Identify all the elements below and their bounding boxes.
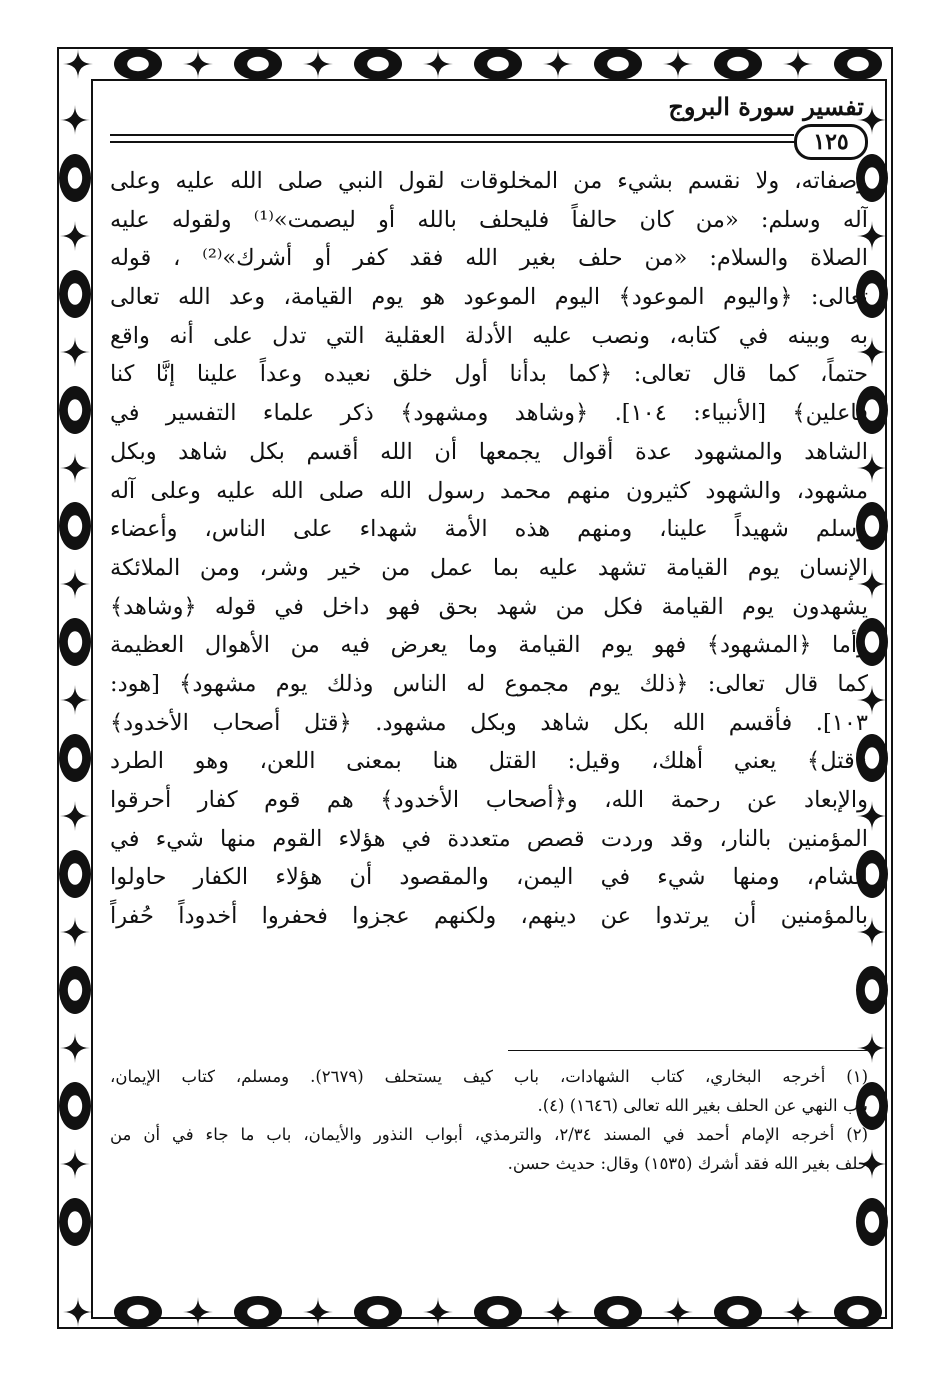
star-ornament-icon bbox=[60, 105, 90, 135]
body-line: الصلاة والسلام: «من حلف بغير الله فقد كفر أو أشرك»⁽²⁾ ، قوله bbox=[110, 245, 868, 272]
star-ornament-icon bbox=[63, 1297, 93, 1327]
star-ornament-icon bbox=[63, 49, 93, 79]
page-frame bbox=[96, 84, 882, 1314]
star-ornament-icon bbox=[543, 49, 573, 79]
lens-inner-icon bbox=[68, 399, 82, 421]
lens-inner-icon bbox=[68, 747, 82, 769]
lens-inner-icon bbox=[847, 57, 869, 71]
star-ornament-icon bbox=[303, 49, 333, 79]
footnote-line: (١) أخرجه البخاري، كتاب الشهادات، باب كيف يستحلف (٢٦٧٩). ومسلم، كتاب الإيمان، bbox=[110, 1067, 868, 1086]
star-ornament-icon bbox=[423, 49, 453, 79]
body-text bbox=[110, 162, 868, 936]
star-ornament-icon bbox=[60, 801, 90, 831]
star-ornament-icon bbox=[60, 337, 90, 367]
lens-inner-icon bbox=[68, 1211, 82, 1233]
body-line: المؤمنين بالنار، وقد وردت قصص متعددة في هؤلاء القوم منها شيء في bbox=[110, 825, 868, 852]
star-ornament-icon bbox=[60, 453, 90, 483]
body-line: وصفاته، ولا نقسم بشيء من المخلوقات لقول النبي صلى الله عليه وعلى bbox=[110, 168, 868, 194]
body-line: حتماً، كما قال تعالى: ﴿كما بدأنا أول خلق نعيده وعداً علينا إنَّا كنا bbox=[110, 361, 868, 388]
star-ornament-icon bbox=[60, 685, 90, 715]
footnote-separator bbox=[508, 1050, 868, 1051]
body-line: فاعلين﴾ [الأنبياء: ١٠٤]. ﴿وشاهد ومشهود﴾ ذكر علماء التفسير في bbox=[110, 400, 868, 427]
lens-inner-icon bbox=[68, 283, 82, 305]
star-ornament-icon bbox=[60, 1149, 90, 1179]
header-rule-lower bbox=[110, 141, 794, 143]
star-ornament-icon bbox=[183, 49, 213, 79]
lens-inner-icon bbox=[68, 979, 82, 1001]
body-line: وسلم شهيداً علينا، ومنهم هذه الأمة شهداء على الناس، وأعضاء bbox=[110, 516, 868, 543]
body-line: يشهدون يوم القيامة فكل من شهد بحق فهو داخل في قوله ﴿وشاهد﴾ bbox=[110, 593, 868, 620]
page-number-badge: ١٢٥ bbox=[794, 124, 868, 160]
body-line: والإبعاد عن رحمة الله، و﴿أصحاب الأخدود﴾ هم قوم كفار أحرقوا bbox=[110, 787, 868, 813]
star-ornament-icon bbox=[60, 917, 90, 947]
star-ornament-icon bbox=[60, 569, 90, 599]
star-ornament-icon bbox=[60, 221, 90, 251]
lens-inner-icon bbox=[247, 57, 269, 71]
page-header bbox=[110, 92, 868, 162]
lens-inner-icon bbox=[367, 57, 389, 71]
body-line: الشام، ومنها شيء في اليمن، والمقصود أن هؤلاء الكفار حاولوا bbox=[110, 864, 868, 891]
lens-inner-icon bbox=[127, 57, 149, 71]
body-line: ﴿قتل﴾ يعني أهلك، وقيل: القتل هنا بمعنى اللعن، وهو الطرد bbox=[110, 748, 868, 775]
body-line: به وبينه في كتابه، ونصب عليه الأدلة العقلية التي تدل على أنه واقع bbox=[110, 322, 868, 349]
header-rule-upper bbox=[110, 134, 794, 136]
footnote-line: (٢) أخرجه الإمام أحمد في المسند ٢/٣٤، والترمذي، أبواب النذور والأيمان، باب ما جاء في أن من bbox=[110, 1125, 868, 1144]
body-line: وأما ﴿المشهود﴾ فهو يوم القيامة وما يعرض فيه من الأهوال العظيمة bbox=[110, 632, 868, 659]
body-line: الإنسان يوم القيامة تشهد عليه بما عمل من خير وشر، ومن الملائكة bbox=[110, 554, 868, 581]
lens-inner-icon bbox=[727, 57, 749, 71]
body-line: مشهود، والشهود كثيرون منهم محمد رسول الله صلى الله عليه وعلى آله bbox=[110, 477, 868, 504]
body-line: بالمؤمنين أن يرتدوا عن دينهم، ولكنهم عجزوا فحفروا أخدوداً حُفراً bbox=[110, 903, 868, 930]
body-line: آله وسلم: «من كان حالفاً فليحلف بالله أو ليصمت»⁽¹⁾ ولقوله عليه bbox=[110, 206, 868, 233]
running-title: تفسير سورة البروج bbox=[668, 92, 864, 121]
body-line: كما قال تعالى: ﴿ذلك يوم مجموع له الناس وذلك يوم مشهود﴾ [هود: bbox=[110, 670, 868, 697]
body-line: الشاهد والمشهود عدة أقوال يجمعها أن الله أقسم بكل شاهد وبكل bbox=[110, 438, 868, 465]
lens-inner-icon bbox=[68, 167, 82, 189]
lens-inner-icon bbox=[68, 1095, 82, 1117]
lens-inner-icon bbox=[607, 57, 629, 71]
lens-inner-icon bbox=[68, 863, 82, 885]
star-ornament-icon bbox=[663, 49, 693, 79]
body-line: تعالى: ﴿واليوم الموعود﴾ اليوم الموعود هو يوم القيامة، وعد الله تعالى bbox=[110, 284, 868, 311]
lens-inner-icon bbox=[68, 631, 82, 653]
lens-inner-icon bbox=[487, 57, 509, 71]
star-ornament-icon bbox=[60, 1033, 90, 1063]
footnote-line: باب النهي عن الحلف بغير الله تعالى (١٦٤٦) (٤). bbox=[537, 1096, 868, 1115]
lens-inner-icon bbox=[68, 515, 82, 537]
footnote-line: حلف بغير الله فقد أشرك (١٥٣٥) وقال: حديث حسن. bbox=[507, 1154, 868, 1173]
body-line: ١٠٣]. فأقسم الله بكل شاهد وبكل مشهود. ﴿قتل أصحاب الأخدود﴾ bbox=[110, 709, 868, 736]
footnotes bbox=[110, 1062, 868, 1178]
star-ornament-icon bbox=[783, 49, 813, 79]
